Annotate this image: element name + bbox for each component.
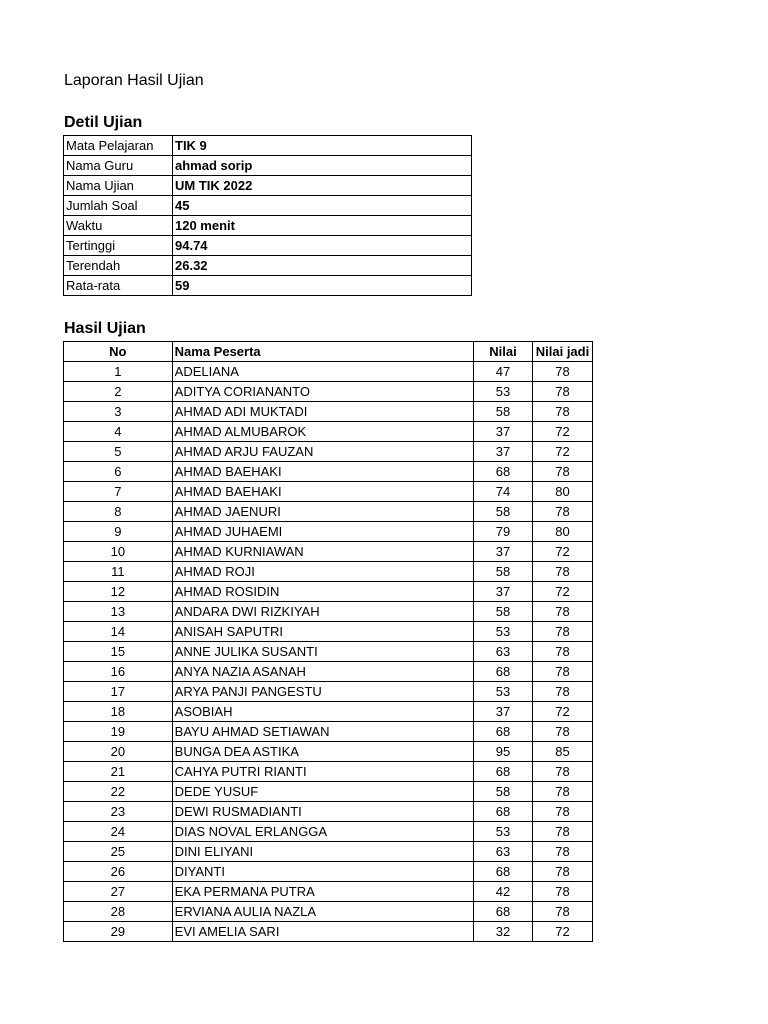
- table-row: [64, 362, 593, 382]
- exam-results-table: [63, 341, 593, 942]
- detail-row: [64, 136, 472, 156]
- cell-no: 8: [64, 502, 173, 522]
- detail-value: UM TIK 2022: [173, 176, 472, 196]
- cell-nilai-jadi: 78: [532, 802, 592, 822]
- cell-name: EVI AMELIA SARI: [172, 922, 473, 942]
- cell-name: ERVIANA AULIA NAZLA: [172, 902, 473, 922]
- detail-value: 94.74: [173, 236, 472, 256]
- cell-no: 27: [64, 882, 173, 902]
- detail-row: [64, 276, 472, 296]
- cell-no: 7: [64, 482, 173, 502]
- cell-name: AHMAD ALMUBAROK: [172, 422, 473, 442]
- column-header-nilai: Nilai: [474, 342, 533, 362]
- table-row: [64, 902, 593, 922]
- cell-nilai: 68: [474, 662, 533, 682]
- cell-nilai-jadi: 80: [532, 522, 592, 542]
- detail-label: Nama Guru: [64, 156, 173, 176]
- detail-row: [64, 216, 472, 236]
- cell-nilai: 42: [474, 882, 533, 902]
- table-row: [64, 462, 593, 482]
- cell-nilai-jadi: 78: [532, 682, 592, 702]
- column-header-nilai-jadi: Nilai jadi: [532, 342, 592, 362]
- cell-nilai: 68: [474, 462, 533, 482]
- cell-nilai: 37: [474, 422, 533, 442]
- cell-no: 28: [64, 902, 173, 922]
- cell-nilai: 68: [474, 902, 533, 922]
- table-row: [64, 802, 593, 822]
- detail-value: 120 menit: [173, 216, 472, 236]
- cell-no: 4: [64, 422, 173, 442]
- cell-nilai: 68: [474, 722, 533, 742]
- detail-row: [64, 236, 472, 256]
- cell-nilai-jadi: 72: [532, 702, 592, 722]
- cell-nilai-jadi: 78: [532, 402, 592, 422]
- cell-nilai: 47: [474, 362, 533, 382]
- table-row: [64, 682, 593, 702]
- cell-name: ADITYA CORIANANTO: [172, 382, 473, 402]
- cell-nilai-jadi: 72: [532, 542, 592, 562]
- cell-no: 10: [64, 542, 173, 562]
- cell-nilai: 53: [474, 622, 533, 642]
- cell-no: 20: [64, 742, 173, 762]
- cell-nilai-jadi: 78: [532, 862, 592, 882]
- cell-name: DINI ELIYANI: [172, 842, 473, 862]
- cell-nilai: 37: [474, 702, 533, 722]
- cell-name: AHMAD KURNIAWAN: [172, 542, 473, 562]
- table-row: [64, 722, 593, 742]
- cell-no: 23: [64, 802, 173, 822]
- cell-name: BAYU AHMAD SETIAWAN: [172, 722, 473, 742]
- column-header-name: Nama Peserta: [172, 342, 473, 362]
- cell-nilai: 53: [474, 682, 533, 702]
- exam-detail-body: [64, 136, 472, 296]
- cell-name: AHMAD BAEHAKI: [172, 482, 473, 502]
- cell-no: 25: [64, 842, 173, 862]
- cell-no: 6: [64, 462, 173, 482]
- table-row: [64, 882, 593, 902]
- cell-no: 29: [64, 922, 173, 942]
- cell-name: AHMAD ROJI: [172, 562, 473, 582]
- table-row: [64, 482, 593, 502]
- cell-nilai: 74: [474, 482, 533, 502]
- detail-value: 59: [173, 276, 472, 296]
- cell-nilai: 63: [474, 842, 533, 862]
- cell-nilai: 68: [474, 862, 533, 882]
- table-row: [64, 582, 593, 602]
- cell-no: 17: [64, 682, 173, 702]
- cell-nilai-jadi: 78: [532, 362, 592, 382]
- cell-no: 24: [64, 822, 173, 842]
- cell-no: 5: [64, 442, 173, 462]
- detail-row: [64, 156, 472, 176]
- cell-no: 18: [64, 702, 173, 722]
- exam-detail-table: [63, 135, 472, 296]
- cell-nilai-jadi: 78: [532, 822, 592, 842]
- cell-nilai: 95: [474, 742, 533, 762]
- cell-nilai: 32: [474, 922, 533, 942]
- table-row: [64, 702, 593, 722]
- cell-nilai-jadi: 80: [532, 482, 592, 502]
- results-header-row: [64, 342, 593, 362]
- cell-nilai: 58: [474, 782, 533, 802]
- detail-value: ahmad sorip: [173, 156, 472, 176]
- detail-row: [64, 176, 472, 196]
- table-row: [64, 422, 593, 442]
- table-row: [64, 842, 593, 862]
- cell-name: AHMAD JUHAEMI: [172, 522, 473, 542]
- cell-no: 3: [64, 402, 173, 422]
- table-row: [64, 742, 593, 762]
- results-body: [64, 362, 593, 942]
- cell-name: ADELIANA: [172, 362, 473, 382]
- cell-nilai-jadi: 85: [532, 742, 592, 762]
- table-row: [64, 642, 593, 662]
- cell-no: 14: [64, 622, 173, 642]
- cell-nilai-jadi: 72: [532, 582, 592, 602]
- cell-name: AHMAD ARJU FAUZAN: [172, 442, 473, 462]
- cell-nilai: 37: [474, 442, 533, 462]
- detail-label: Mata Pelajaran: [64, 136, 173, 156]
- cell-name: DEWI RUSMADIANTI: [172, 802, 473, 822]
- detail-label: Rata-rata: [64, 276, 173, 296]
- cell-nilai: 58: [474, 502, 533, 522]
- cell-nilai-jadi: 78: [532, 502, 592, 522]
- detail-row: [64, 196, 472, 216]
- cell-name: AHMAD ROSIDIN: [172, 582, 473, 602]
- detail-value: TIK 9: [173, 136, 472, 156]
- cell-nilai-jadi: 78: [532, 882, 592, 902]
- cell-name: ANNE JULIKA SUSANTI: [172, 642, 473, 662]
- cell-no: 21: [64, 762, 173, 782]
- cell-name: CAHYA PUTRI RIANTI: [172, 762, 473, 782]
- table-row: [64, 542, 593, 562]
- cell-name: ANISAH SAPUTRI: [172, 622, 473, 642]
- table-row: [64, 922, 593, 942]
- detail-label: Nama Ujian: [64, 176, 173, 196]
- table-row: [64, 622, 593, 642]
- cell-nilai-jadi: 72: [532, 422, 592, 442]
- table-row: [64, 522, 593, 542]
- cell-nilai-jadi: 78: [532, 662, 592, 682]
- table-row: [64, 862, 593, 882]
- cell-no: 9: [64, 522, 173, 542]
- cell-nilai: 68: [474, 762, 533, 782]
- cell-nilai: 53: [474, 822, 533, 842]
- cell-nilai: 68: [474, 802, 533, 822]
- cell-nilai: 58: [474, 402, 533, 422]
- table-row: [64, 562, 593, 582]
- table-row: [64, 502, 593, 522]
- detail-label: Tertinggi: [64, 236, 173, 256]
- table-row: [64, 442, 593, 462]
- cell-nilai-jadi: 78: [532, 562, 592, 582]
- cell-no: 11: [64, 562, 173, 582]
- cell-no: 1: [64, 362, 173, 382]
- cell-nilai-jadi: 72: [532, 442, 592, 462]
- cell-nilai-jadi: 72: [532, 922, 592, 942]
- cell-nilai-jadi: 78: [532, 382, 592, 402]
- cell-nilai: 63: [474, 642, 533, 662]
- cell-name: DEDE YUSUF: [172, 782, 473, 802]
- cell-name: EKA PERMANA PUTRA: [172, 882, 473, 902]
- detail-value: 45: [173, 196, 472, 216]
- table-row: [64, 822, 593, 842]
- cell-name: BUNGA DEA ASTIKA: [172, 742, 473, 762]
- cell-no: 13: [64, 602, 173, 622]
- detail-heading: Detil Ujian: [64, 114, 143, 131]
- table-row: [64, 402, 593, 422]
- cell-name: AHMAD JAENURI: [172, 502, 473, 522]
- cell-nilai-jadi: 78: [532, 602, 592, 622]
- cell-name: DIAS NOVAL ERLANGGA: [172, 822, 473, 842]
- cell-nilai: 37: [474, 542, 533, 562]
- cell-name: AHMAD ADI MUKTADI: [172, 402, 473, 422]
- cell-no: 19: [64, 722, 173, 742]
- cell-nilai-jadi: 78: [532, 842, 592, 862]
- cell-name: ASOBIAH: [172, 702, 473, 722]
- table-row: [64, 762, 593, 782]
- cell-no: 26: [64, 862, 173, 882]
- table-row: [64, 602, 593, 622]
- cell-name: AHMAD BAEHAKI: [172, 462, 473, 482]
- detail-label: Waktu: [64, 216, 173, 236]
- results-header: [64, 342, 593, 362]
- table-row: [64, 662, 593, 682]
- cell-nilai-jadi: 78: [532, 902, 592, 922]
- cell-nilai: 37: [474, 582, 533, 602]
- cell-nilai-jadi: 78: [532, 782, 592, 802]
- detail-label: Terendah: [64, 256, 173, 276]
- cell-no: 2: [64, 382, 173, 402]
- cell-nilai: 58: [474, 562, 533, 582]
- cell-name: ANDARA DWI RIZKIYAH: [172, 602, 473, 622]
- cell-nilai-jadi: 78: [532, 622, 592, 642]
- detail-label: Jumlah Soal: [64, 196, 173, 216]
- table-row: [64, 382, 593, 402]
- table-row: [64, 782, 593, 802]
- column-header-no: No: [64, 342, 173, 362]
- cell-nilai-jadi: 78: [532, 642, 592, 662]
- cell-no: 15: [64, 642, 173, 662]
- results-heading: Hasil Ujian: [64, 320, 146, 337]
- cell-nilai: 58: [474, 602, 533, 622]
- cell-nilai-jadi: 78: [532, 722, 592, 742]
- cell-name: ANYA NAZIA ASANAH: [172, 662, 473, 682]
- cell-nilai: 53: [474, 382, 533, 402]
- cell-no: 22: [64, 782, 173, 802]
- cell-name: ARYA PANJI PANGESTU: [172, 682, 473, 702]
- report-title: Laporan Hasil Ujian: [64, 72, 204, 89]
- cell-nilai-jadi: 78: [532, 762, 592, 782]
- cell-no: 16: [64, 662, 173, 682]
- cell-name: DIYANTI: [172, 862, 473, 882]
- cell-nilai-jadi: 78: [532, 462, 592, 482]
- detail-row: [64, 256, 472, 276]
- detail-value: 26.32: [173, 256, 472, 276]
- cell-no: 12: [64, 582, 173, 602]
- cell-nilai: 79: [474, 522, 533, 542]
